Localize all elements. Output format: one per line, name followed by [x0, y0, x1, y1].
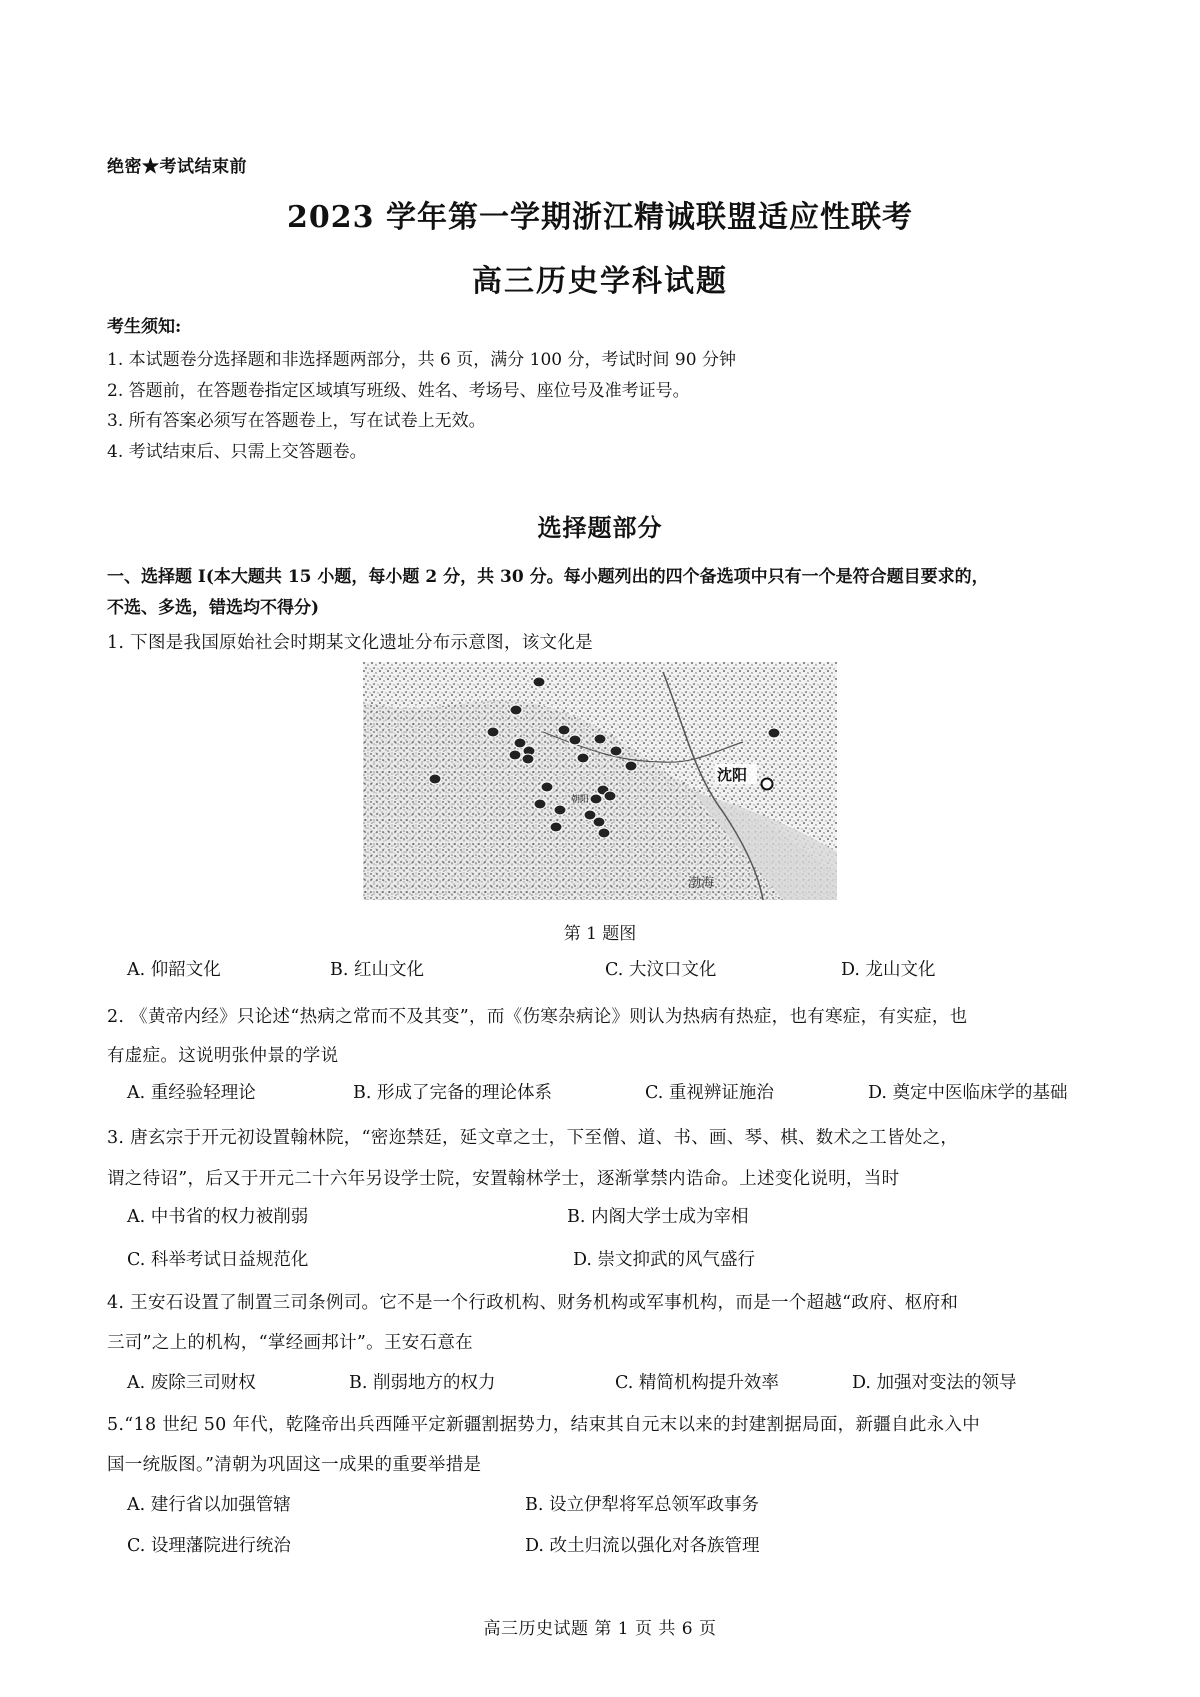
question-3-option-b: B. 内阁大学士成为宰相	[567, 1207, 749, 1227]
site-marker	[610, 746, 622, 756]
notice-item: 1. 本试题卷分选择题和非选择题两部分，共 6 页，满分 100 分，考试时间 90 分钟	[107, 350, 736, 370]
confidential-mark: 绝密★考试结束前	[107, 157, 247, 177]
question-5-option-d: D. 改土归流以强化对各族管理	[525, 1536, 760, 1556]
question-1-stem: 1. 下图是我国原始社会时期某文化遗址分布示意图，该文化是	[107, 633, 593, 653]
site-marker	[487, 727, 499, 737]
section-title: 选择题部分	[537, 513, 663, 542]
question-1-option-d: D. 龙山文化	[841, 960, 936, 980]
question-5-stem: 国一统版图。”清朝为巩固这一成果的重要举措是	[107, 1455, 482, 1475]
question-1-option-a: A. 仰韶文化	[127, 960, 221, 980]
site-marker	[509, 750, 521, 760]
site-marker	[768, 728, 780, 738]
site-marker	[510, 705, 522, 715]
page-footer: 高三历史试题 第 1 页 共 6 页	[483, 1619, 717, 1639]
site-marker	[604, 791, 616, 801]
question-2-stem: 2. 《黄帝内经》只论述“热病之常而不及其变”，而《伤寒杂病论》则认为热病有热症，也有寒症，有实症，也	[107, 1007, 968, 1027]
exam-title: 2023 学年第一学期浙江精诚联盟适应性联考	[287, 200, 913, 235]
site-marker	[550, 822, 562, 832]
part-instructions: 一、选择题 I(本大题共 15 小题，每小题 2 分，共 30 分。每小题列出的四个备选项中只有一个是符合题目要求的，	[107, 567, 989, 587]
question-1-option-b: B. 红山文化	[330, 960, 424, 980]
question-2-option-a: A. 重经验轻理论	[127, 1083, 256, 1103]
site-marker	[541, 782, 553, 792]
question-4-option-b: B. 削弱地方的权力	[349, 1373, 496, 1393]
question-4-option-d: D. 加强对变法的领导	[852, 1373, 1017, 1393]
question-3-stem: 3. 唐玄宗于开元初设置翰林院，“密迩禁廷，延文章之士，下至僧、道、书、画、琴、棋、数术之工皆处之，	[107, 1128, 959, 1148]
site-marker	[533, 677, 545, 687]
site-marker	[625, 761, 637, 771]
city-marker	[762, 779, 773, 790]
site-distribution-map	[363, 662, 837, 900]
question-5-option-a: A. 建行省以加强管辖	[127, 1495, 291, 1515]
notice-item: 4. 考试结束后、只需上交答题卷。	[107, 442, 367, 462]
site-marker	[598, 828, 610, 838]
question-2-stem: 有虚症。这说明张仲景的学说	[107, 1046, 339, 1066]
part-instructions: 不选、多选，错选均不得分)	[107, 598, 320, 618]
question-5-option-c: C. 设理藩院进行统治	[127, 1536, 291, 1556]
question-2-option-d: D. 奠定中医临床学的基础	[868, 1083, 1068, 1103]
site-marker	[590, 794, 602, 804]
question-2-option-c: C. 重视辨证施治	[645, 1083, 774, 1103]
site-marker	[577, 753, 589, 763]
question-5-stem: 5.“18 世纪 50 年代，乾隆帝出兵西陲平定新疆割据势力，结束其自元末以来的封建割据局面，新疆自此永入中	[107, 1415, 981, 1435]
site-marker	[554, 805, 566, 815]
site-marker	[522, 754, 534, 764]
site-marker	[558, 725, 570, 735]
question-4-option-a: A. 废除三司财权	[127, 1373, 256, 1393]
site-marker	[594, 734, 606, 744]
question-3-option-d: D. 崇文抑武的风气盛行	[573, 1250, 756, 1270]
question-1-option-c: C. 大汶口文化	[605, 960, 717, 980]
exam-subtitle: 高三历史学科试题	[472, 264, 728, 299]
question-3-option-a: A. 中书省的权力被削弱	[127, 1207, 309, 1227]
site-marker	[514, 738, 526, 748]
question-4-stem: 三司”之上的机构，“掌经画邦计”。王安石意在	[107, 1333, 473, 1353]
question-2-option-b: B. 形成了完备的理论体系	[353, 1083, 552, 1103]
notice-item: 2. 答题前，在答题卷指定区域填写班级、姓名、考场号、座位号及准考证号。	[107, 381, 690, 401]
site-marker	[593, 817, 605, 827]
notice-item: 3. 所有答案必须写在答题卷上，写在试卷上无效。	[107, 411, 486, 431]
site-marker	[569, 735, 581, 745]
question-3-stem: 谓之待诏”，后又于开元二十六年另设学士院，安置翰林学士，逐渐掌禁内诰命。上述变化说明，当时	[107, 1169, 900, 1189]
question-3-option-c: C. 科举考试日益规范化	[127, 1250, 309, 1270]
question-5-option-b: B. 设立伊犁将军总领军政事务	[525, 1495, 759, 1515]
map-label-sea: 渤海	[688, 876, 715, 891]
question-4-stem: 4. 王安石设置了制置三司条例司。它不是一个行政机构、财务机构或军事机构，而是一个超越“政府、枢府和	[107, 1293, 959, 1313]
notice-heading: 考生须知:	[107, 317, 182, 337]
question-4-option-c: C. 精简机构提升效率	[615, 1373, 779, 1393]
site-marker	[534, 799, 546, 809]
site-marker	[429, 774, 441, 784]
map-label-site: 朝阳	[571, 795, 590, 805]
figure-caption: 第 1 题图	[563, 924, 637, 944]
map-label-city: 沈阳	[717, 766, 748, 784]
